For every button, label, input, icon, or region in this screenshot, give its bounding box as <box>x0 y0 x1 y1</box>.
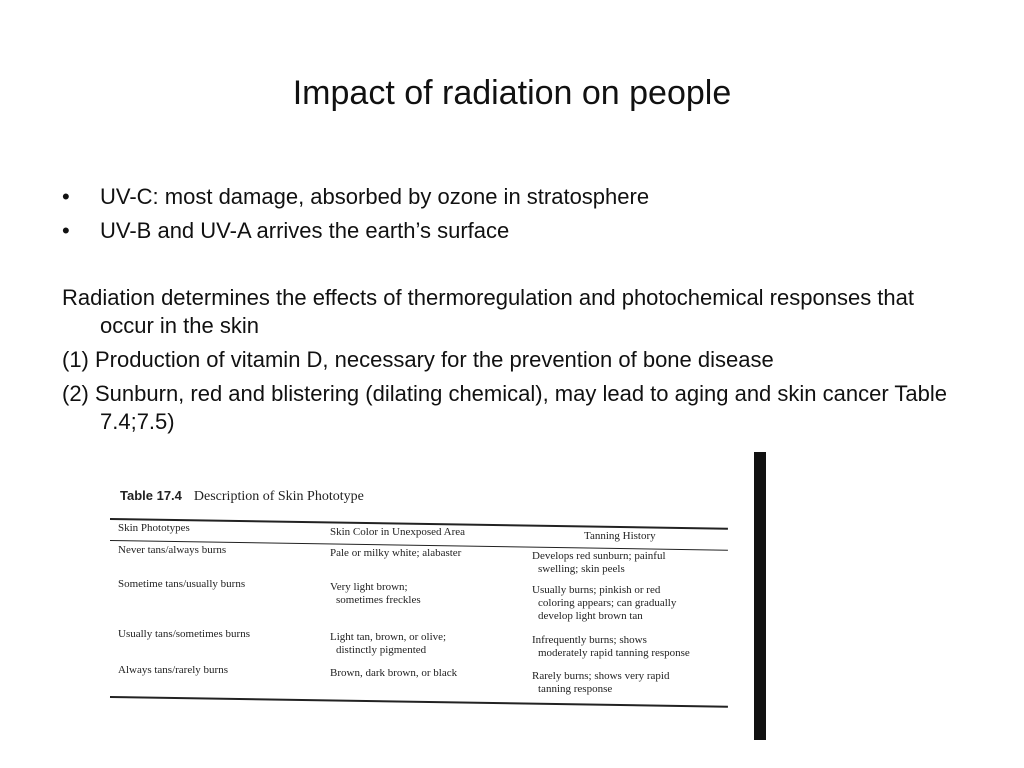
table-cell-line: develop light brown tan <box>538 610 643 622</box>
bullet-item <box>62 214 962 248</box>
bullet-icon: • <box>62 184 70 209</box>
table-cell-line: Always tans/rarely burns <box>118 664 228 676</box>
table-cell-line: Rarely burns; shows very rapid <box>532 670 670 682</box>
paragraph: Radiation determines the effects of thermoregulation and photochemical responses that occur in the skin <box>62 285 914 338</box>
table-cell <box>532 550 666 576</box>
bullet-item <box>62 180 962 214</box>
scanned-table <box>104 482 734 718</box>
table-cell <box>330 667 457 680</box>
table-cell-line: tanning response <box>538 683 613 695</box>
table-cell-line: Never tans/always burns <box>118 544 227 556</box>
table-number: Table 17.4 <box>120 488 182 503</box>
table-cell-line: coloring appears; can gradually <box>538 597 677 609</box>
table-cell-line: Develops red sunburn; painful <box>532 550 666 562</box>
body-text <box>62 284 962 442</box>
table-cell-line: distinctly pigmented <box>336 644 427 656</box>
table-cell <box>532 584 676 623</box>
table-cell-line: Light tan, brown, or olive; <box>330 631 447 643</box>
table-header-cell: Tanning History <box>584 530 656 542</box>
table-cell <box>118 664 228 677</box>
table-cell <box>532 634 690 660</box>
table-cell-line: Usually tans/sometimes burns <box>118 628 250 640</box>
slide-title: Impact of radiation on people <box>292 74 732 112</box>
paragraph: (2) Sunburn, red and blistering (dilating chemical), may lead to aging and skin cancer Table 7.4;7.5) <box>62 381 947 434</box>
bullet-text: UV-C: most damage, absorbed by ozone in stratosphere <box>100 184 650 209</box>
table-cell-line: sometimes freckles <box>336 594 421 606</box>
table-cell-line: Usually burns; pinkish or red <box>532 584 661 596</box>
table-cell <box>532 670 669 696</box>
table-header-cell: Skin Color in Unexposed Area <box>330 526 466 538</box>
table-cell-line: Pale or milky white; alabaster <box>330 547 462 559</box>
table-cell-line: Infrequently burns; shows <box>532 634 647 646</box>
table-cell-line: Brown, dark brown, or black <box>330 667 458 679</box>
table-cell <box>118 544 226 557</box>
table-title: Description of Skin Phototype <box>193 489 364 504</box>
table-header-cell: Skin Phototypes <box>118 522 190 534</box>
table-cell-line: Sometime tans/usually burns <box>118 578 246 590</box>
table-rule-bottom <box>110 696 728 708</box>
table-cell-line: moderately rapid tanning response <box>538 647 690 659</box>
table-cell <box>118 628 250 641</box>
table-cell <box>330 581 421 607</box>
table-caption <box>120 488 364 505</box>
bullet-text: UV-B and UV-A arrives the earth’s surface <box>100 218 510 243</box>
table-cell-line: Very light brown; <box>330 581 408 593</box>
table-cell-line: swelling; skin peels <box>538 563 625 575</box>
scan-edge-bar <box>754 452 766 740</box>
table-cell <box>330 547 461 560</box>
bullet-icon: • <box>62 218 70 243</box>
table-cell <box>118 578 245 591</box>
bullet-list <box>62 180 962 248</box>
table-cell <box>330 631 446 657</box>
paragraph: (1) Production of vitamin D, necessary for the prevention of bone disease <box>62 347 774 372</box>
